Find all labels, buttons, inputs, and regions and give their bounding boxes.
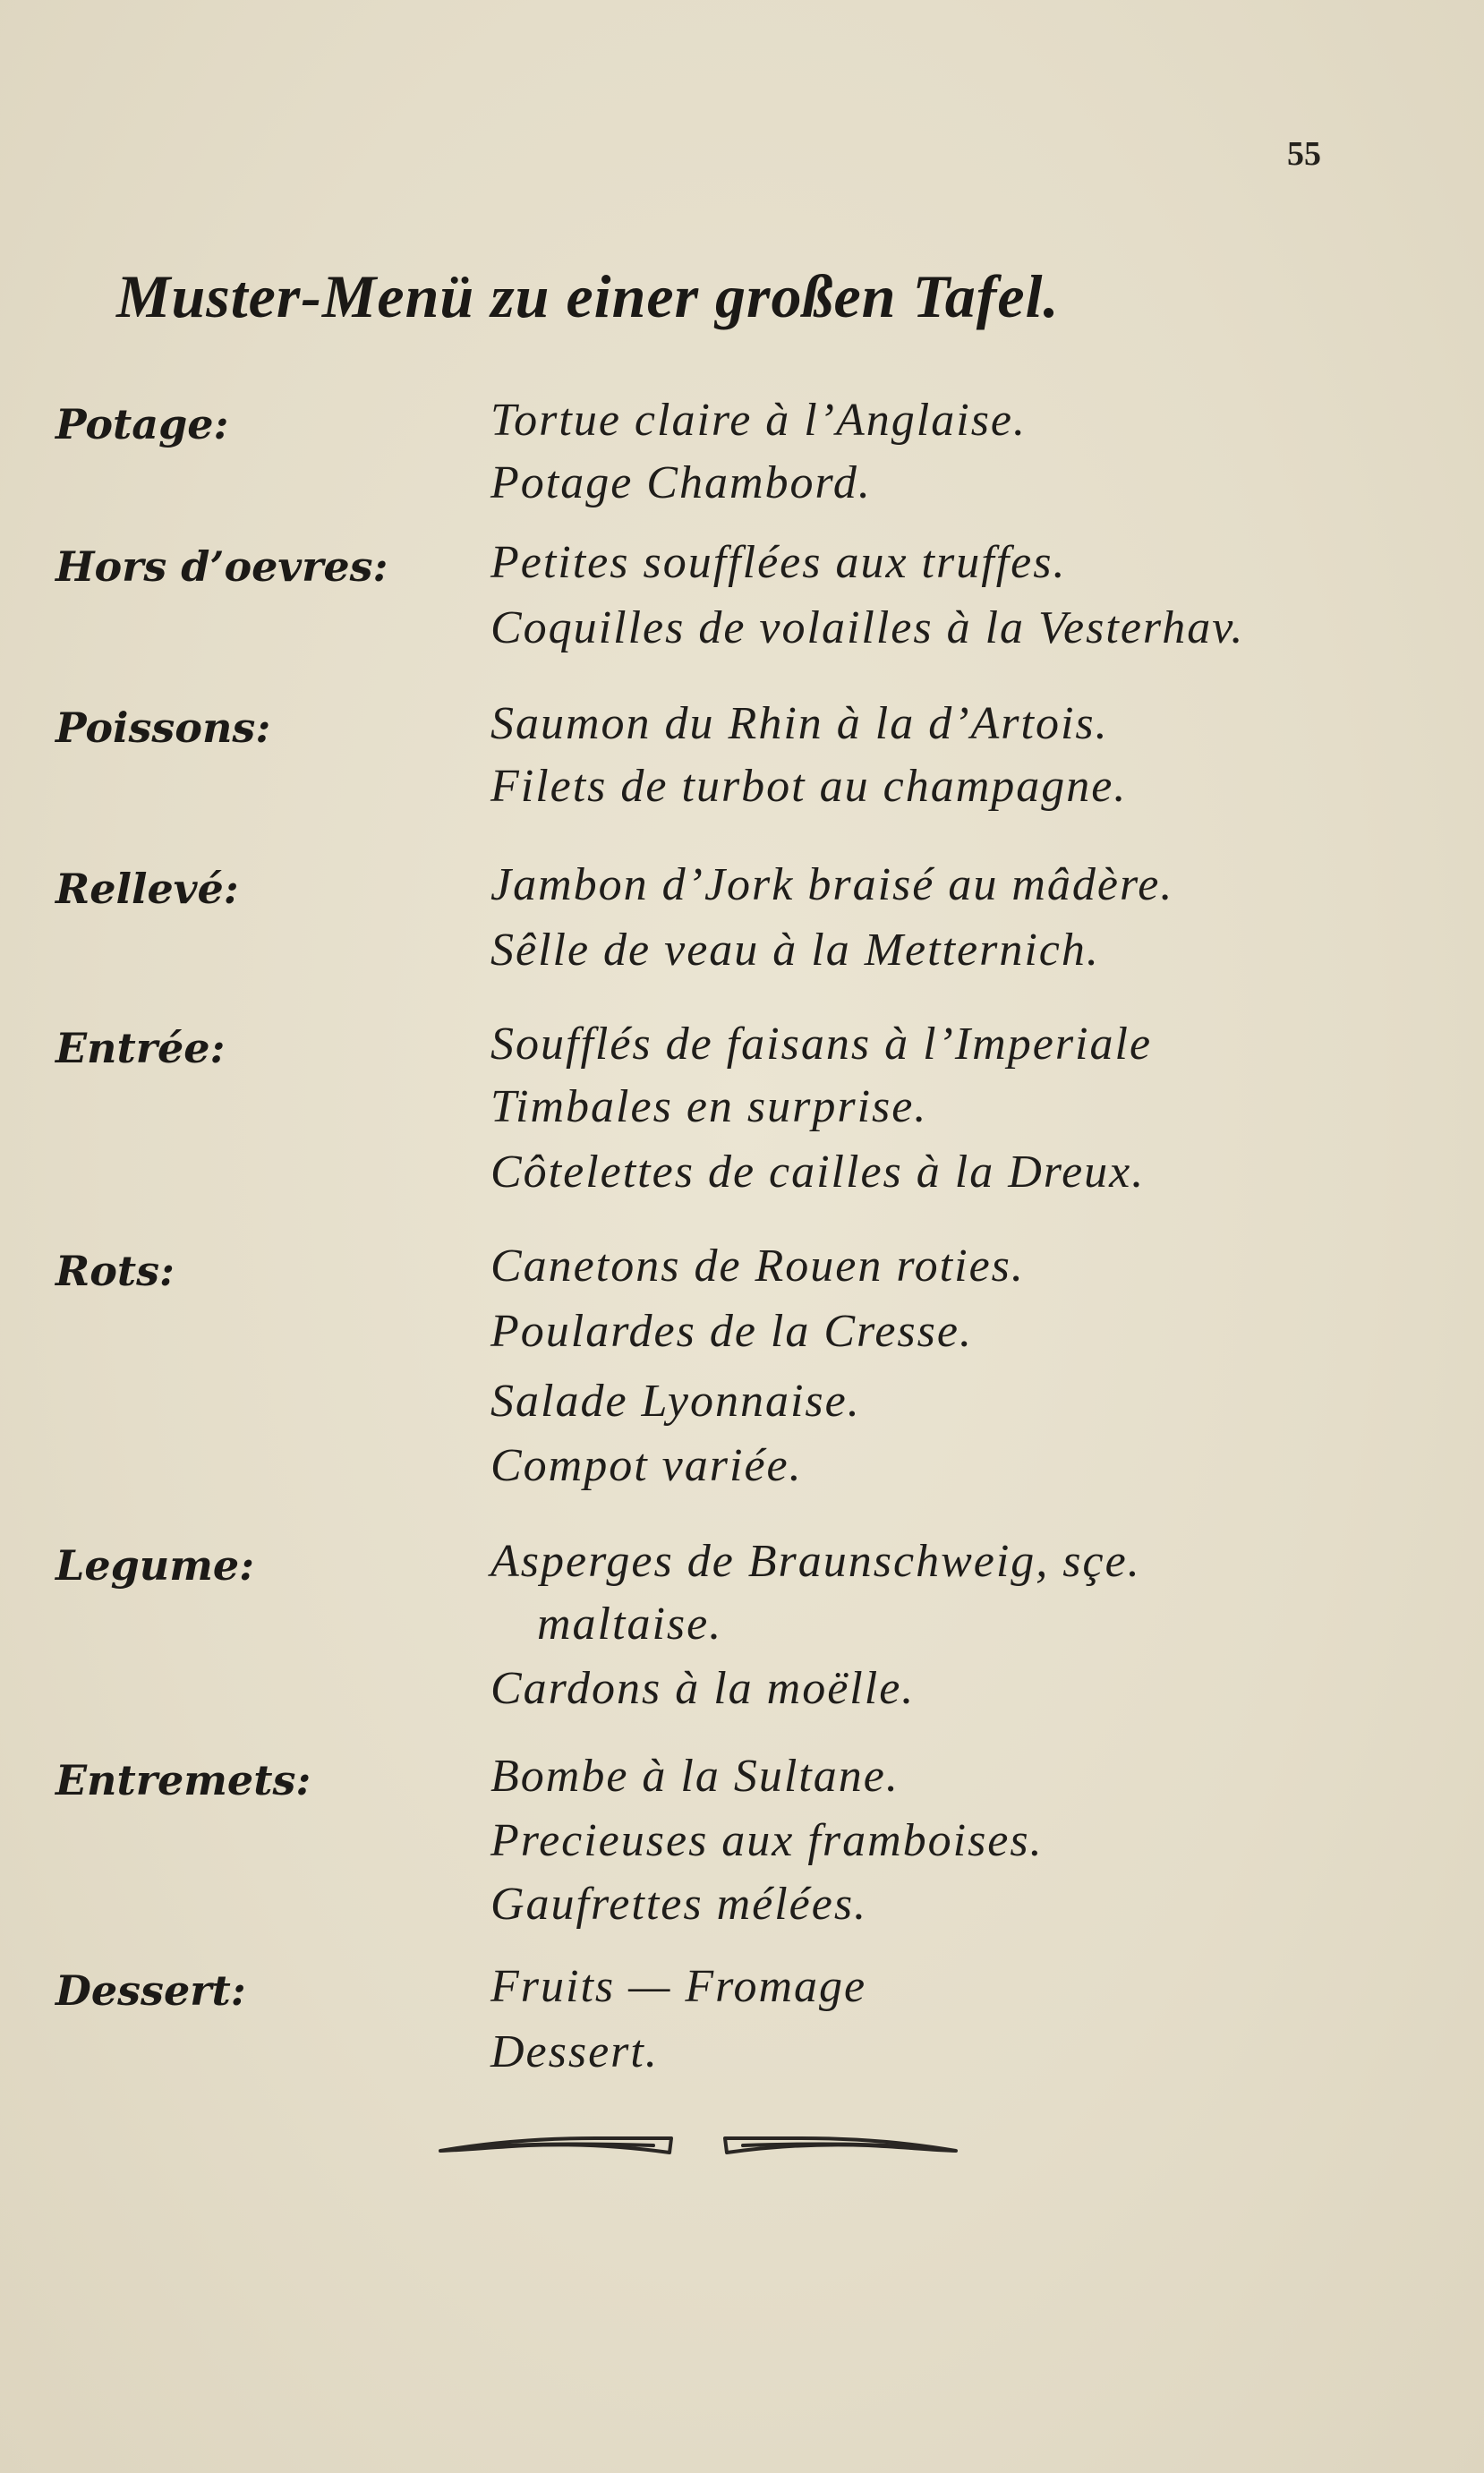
dish-item: Filets de turbot au champagne. <box>490 761 1128 812</box>
dish-item: maltaise. <box>537 1599 723 1650</box>
dish-item: Compot variée. <box>490 1440 803 1491</box>
course-label-dessert: Dessert: <box>55 1966 246 2015</box>
course-label-potage: Potage: <box>55 400 229 448</box>
dish-item: Asperges de Braunschweig, sçe. <box>490 1536 1141 1587</box>
dish-item: Cardons à la moëlle. <box>490 1663 916 1714</box>
dish-item: Tortue claire à l’Anglaise. <box>490 395 1028 446</box>
dish-item: Timbales en surprise. <box>490 1081 928 1132</box>
course-label-legume: Legume: <box>55 1541 255 1590</box>
course-label-hors-doeuvres: Hors d’oevres: <box>55 542 388 591</box>
dish-item: Dessert. <box>490 2026 659 2077</box>
dish-item: Poulardes de la Cresse. <box>490 1306 973 1357</box>
dish-item: Coquilles de volailles à la Vesterhav. <box>490 602 1245 653</box>
course-label-rots: Rots: <box>55 1247 175 1295</box>
course-label-entremets: Entremets: <box>55 1756 311 1804</box>
dish-item: Soufflés de faisans à l’Imperiale <box>490 1019 1153 1070</box>
dish-item: Precieuses aux framboises. <box>490 1815 1044 1866</box>
dish-item: Potage Chambord. <box>490 457 872 508</box>
ornament-strokes <box>440 2138 956 2153</box>
dish-item: Saumon du Rhin à la d’Artois. <box>490 698 1109 749</box>
page-number: 55 <box>1287 135 1321 173</box>
course-label-poissons: Poissons: <box>55 704 271 752</box>
dish-item: Bombe à la Sultane. <box>490 1751 900 1802</box>
decorative-rule-icon <box>439 2126 958 2179</box>
dish-item: Fruits — Fromage <box>490 1961 867 2012</box>
dish-item: Salade Lyonnaise. <box>490 1376 861 1427</box>
course-label-releve: Rellevé: <box>55 865 239 913</box>
dish-item: Gaufrettes mélées. <box>490 1879 868 1930</box>
dish-item: Côtelettes de cailles à la Dreux. <box>490 1147 1146 1198</box>
menu-title: Muster-Menü zu einer großen Tafel. <box>116 262 1060 330</box>
course-label-entree: Entrée: <box>55 1024 226 1072</box>
dish-item: Canetons de Rouen roties. <box>490 1241 1025 1292</box>
dish-item: Sêlle de veau à la Metternich. <box>490 925 1100 976</box>
dish-item: Jambon d’Jork braisé au mâdère. <box>490 859 1174 910</box>
dish-item: Petites soufflées aux truffes. <box>490 537 1067 588</box>
